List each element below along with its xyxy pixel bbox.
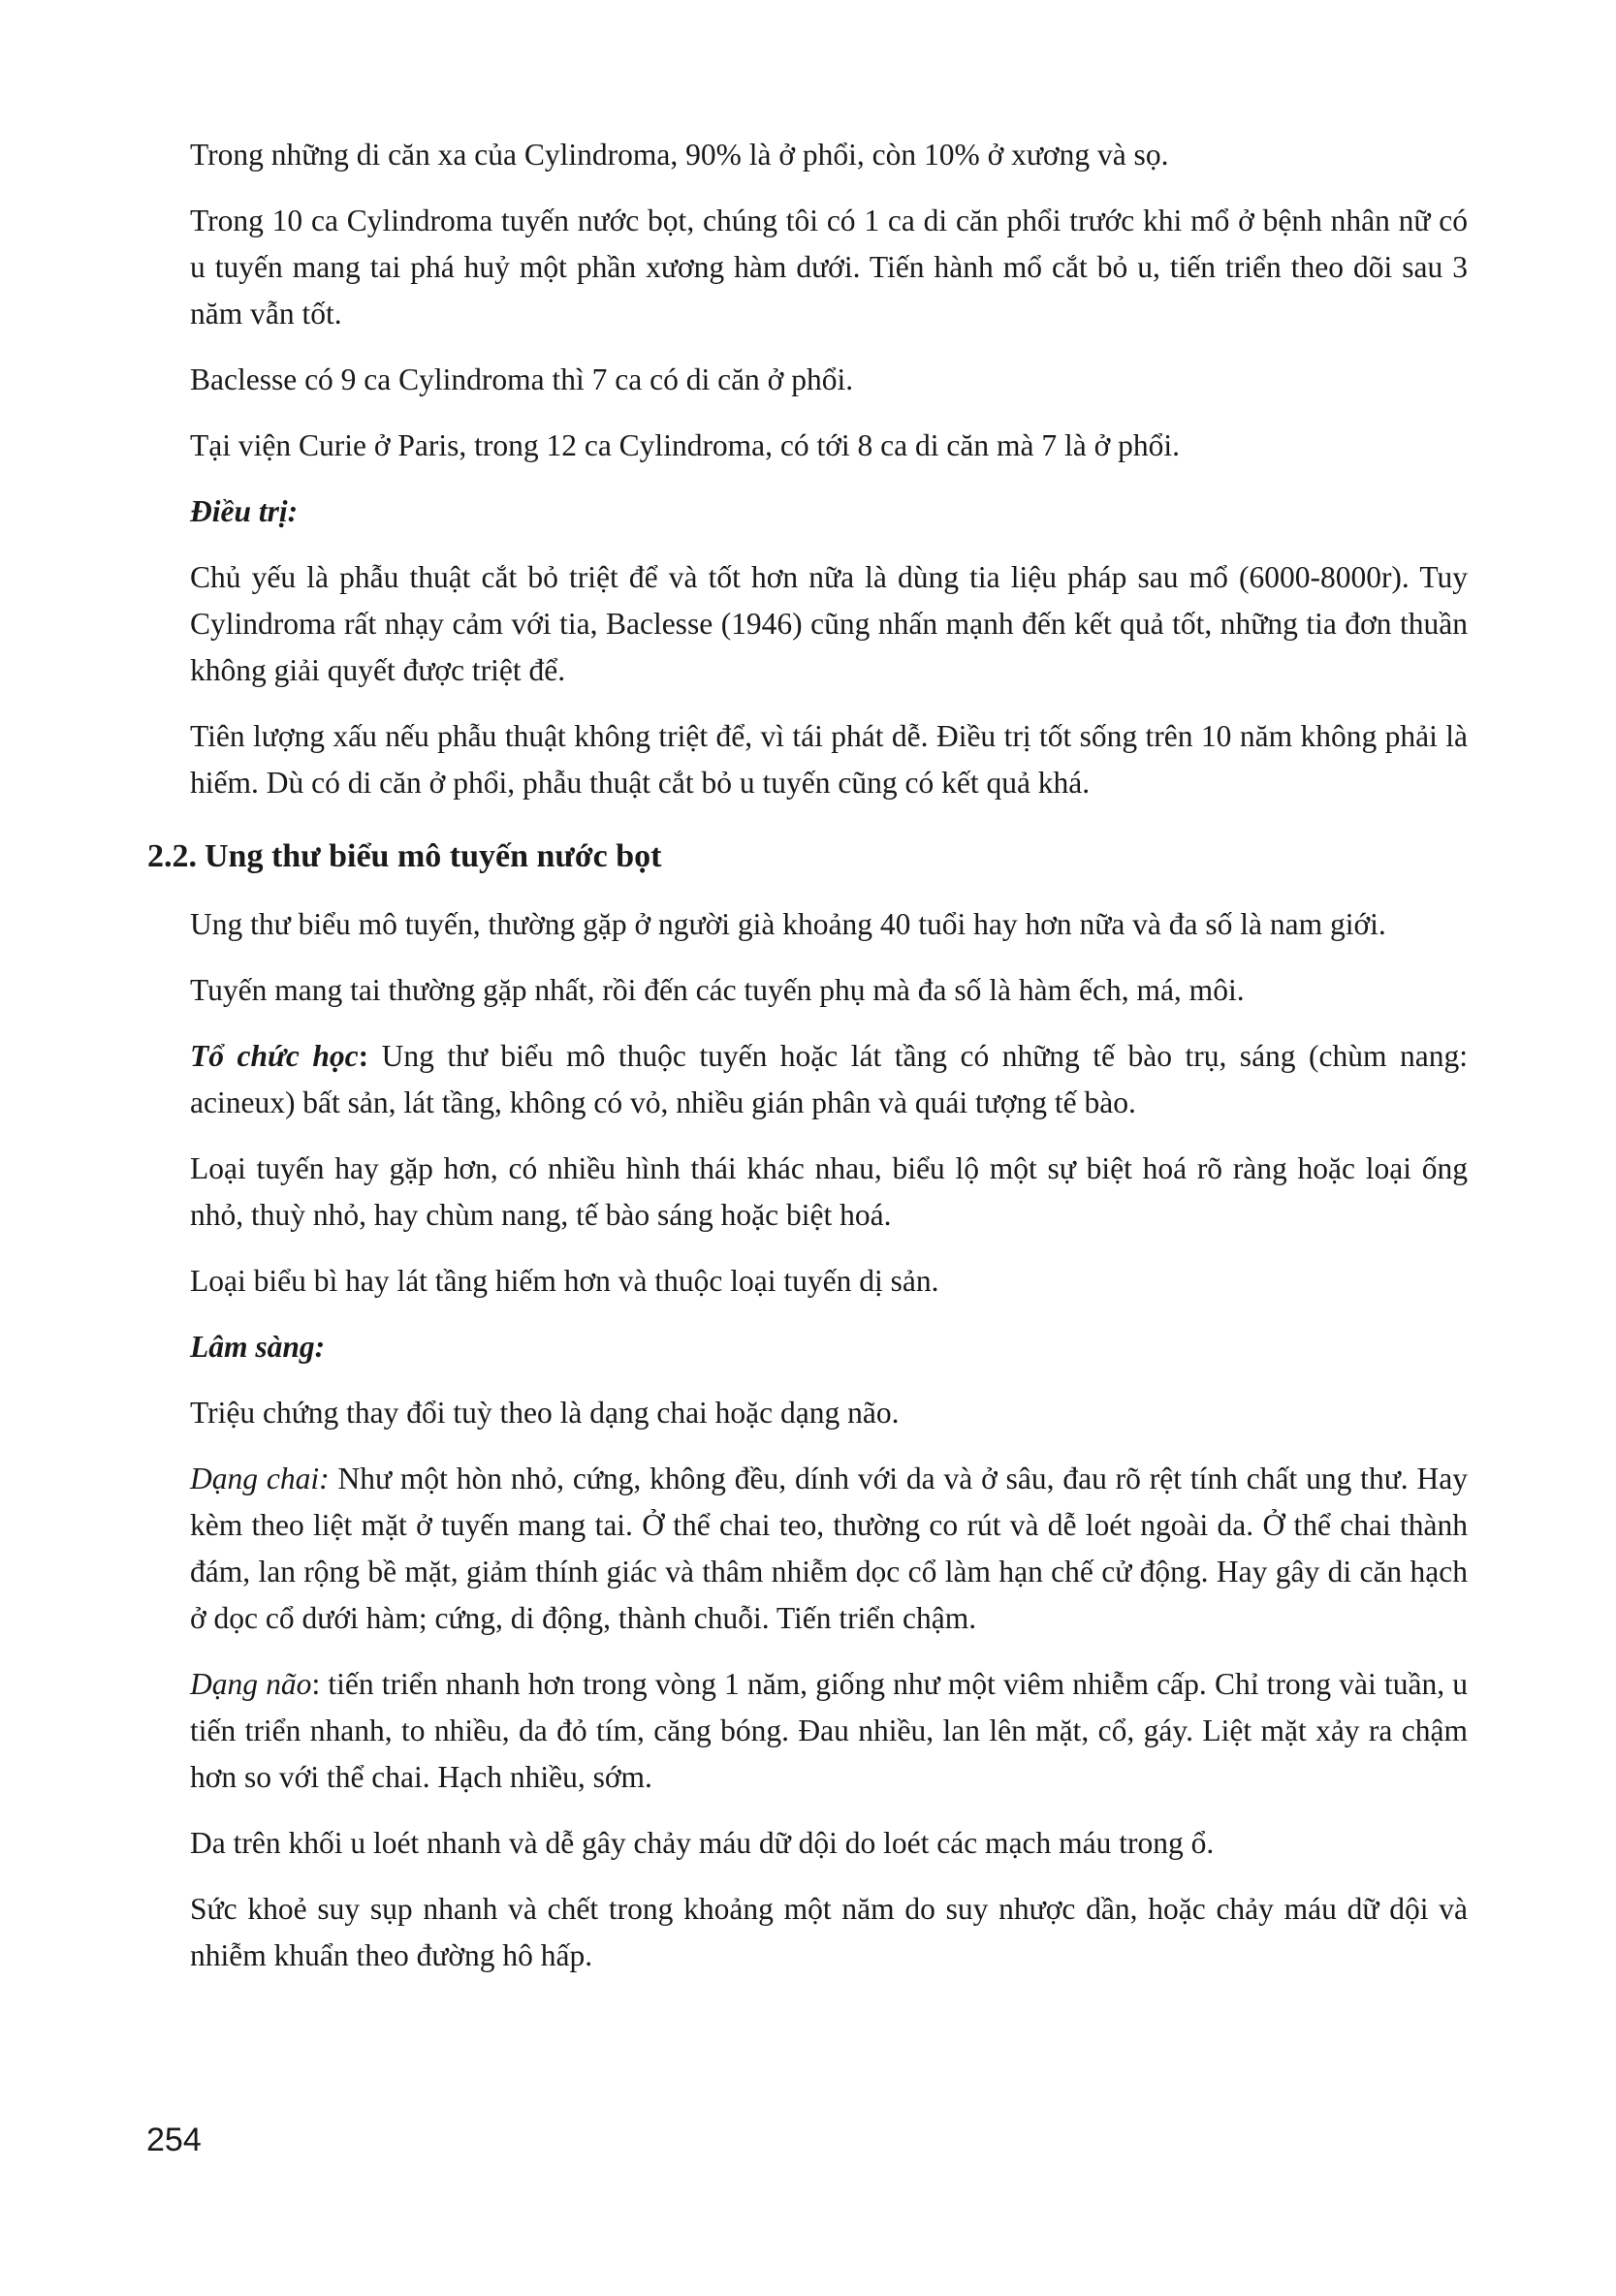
subheading-treatment — [190, 488, 1468, 535]
paragraph-symptoms: Triệu chứng thay đổi tuỳ theo là dạng chai hoặc dạng não. — [190, 1396, 900, 1430]
encephaloid-text: : tiến triển nhanh hơn trong vòng 1 năm, giống như một viêm nhiễm cấp. Chỉ trong vài tuần, u tiến triển nhanh, to nhiều, da đỏ tím, căng bóng. Đau nhiều, lan lên mặt, cổ, gáy. Liệt mặt xảy ra chậm hơn so với thể chai. Hạch nhiều, sớm. — [190, 1667, 1468, 1794]
paragraph-epidemiology: Ung thư biểu mô tuyến, thường gặp ở người già khoảng 40 tuổi hay hơn nữa và đa số là nam giới. — [190, 907, 1386, 941]
paragraph-curie-cases: Tại viện Curie ở Paris, trong 12 ca Cylindroma, có tới 8 ca di căn mà 7 là ở phổi. — [190, 428, 1180, 462]
paragraph-epidermoid-type: Loại biểu bì hay lát tầng hiếm hơn và thuộc loại tuyến dị sản. — [190, 1264, 939, 1298]
page-body — [147, 132, 1468, 1998]
histology-colon: : — [358, 1039, 369, 1073]
paragraph-histology — [190, 1033, 1468, 1126]
treatment-label: Điều trị — [190, 494, 288, 528]
histology-text: Ung thư biểu mô thuộc tuyến hoặc lát tầng có những tế bào trụ, sáng (chùm nang: acineux) bất sản, lát tầng, không có vỏ, nhiều gián phân và quái tượng tế bào. — [190, 1039, 1468, 1119]
paragraph-ulceration: Da trên khối u loét nhanh và dễ gây chảy máu dữ dội do loét các mạch máu trong ổ. — [190, 1826, 1215, 1860]
scirrhous-text: Như một hòn nhỏ, cứng, không đều, dính với da và ở sâu, đau rõ rệt tính chất ung thư. Hay kèm theo liệt mặt ở tuyến mang tai. Ở thể chai teo, thường co rút và dễ loét ngoài da. Ở thể chai thành đám, lan rộng bề mặt, giảm thính giác và thâm nhiễm dọc cổ làm hạn chế cử động. Hay gây di căn hạch ở dọc cổ dưới hàm; cứng, di động, thành chuỗi. Tiến triển chậm. — [190, 1462, 1468, 1635]
section-title: Ung thư biểu mô tuyến nước bọt — [205, 838, 662, 874]
histology-label: Tổ chức học — [190, 1039, 359, 1073]
paragraph-treatment: Chủ yếu là phẫu thuật cắt bỏ triệt để và tốt hơn nữa là dùng tia liệu pháp sau mổ (6000-8000r). Tuy Cylindroma rất nhạy cảm với tia, Baclesse (1946) cũng nhấn mạnh đến kết quả tốt, những tia đơn thuần không giải quyết được triệt để. — [190, 560, 1468, 687]
scirrhous-label: Dạng chai: — [190, 1462, 330, 1495]
paragraph-glandular-type: Loại tuyến hay gặp hơn, có nhiều hình thái khác nhau, biểu lộ một sự biệt hoá rõ ràng hoặc loại ống nhỏ, thuỳ nhỏ, hay chùm nang, tế bào sáng hoặc biệt hoá. — [190, 1151, 1468, 1232]
subheading-clinical — [190, 1324, 1468, 1370]
section-number: 2.2. — [147, 838, 197, 874]
paragraph-location: Tuyến mang tai thường gặp nhất, rồi đến các tuyến phụ mà đa số là hàm ếch, má, môi. — [190, 973, 1245, 1007]
paragraph-own-cases: Trong 10 ca Cylindroma tuyến nước bọt, chúng tôi có 1 ca di căn phổi trước khi mổ ở bệnh nhân nữ có u tuyến mang tai phá huỷ một phần xương hàm dưới. Tiến hành mổ cắt bỏ u, tiến triển theo dõi sau 3 năm vẫn tốt. — [190, 204, 1468, 330]
paragraph-baclesse-cases: Baclesse có 9 ca Cylindroma thì 7 ca có di căn ở phổi. — [190, 362, 854, 396]
clinical-label: Lâm sàng: — [190, 1330, 326, 1364]
paragraph-encephaloid-form — [190, 1661, 1468, 1801]
treatment-colon: : — [287, 494, 299, 528]
page-number: 254 — [146, 2122, 202, 2158]
paragraph-prognosis: Tiên lượng xấu nếu phẫu thuật không triệt để, vì tái phát dễ. Điều trị tốt sống trên 10 năm không phải là hiếm. Dù có di căn ở phổi, phẫu thuật cắt bỏ u tuyến cũng có kết quả khá. — [190, 719, 1468, 800]
encephaloid-label: Dạng não — [190, 1667, 312, 1701]
paragraph-scirrhous-form — [190, 1456, 1468, 1642]
section-heading — [147, 833, 1468, 880]
paragraph-metastasis-distribution: Trong những di căn xa của Cylindroma, 90% là ở phổi, còn 10% ở xương và sọ. — [190, 138, 1169, 172]
paragraph-outcome: Sức khoẻ suy sụp nhanh và chết trong khoảng một năm do suy nhược dần, hoặc chảy máu dữ dội và nhiễm khuẩn theo đường hô hấp. — [190, 1892, 1468, 1972]
